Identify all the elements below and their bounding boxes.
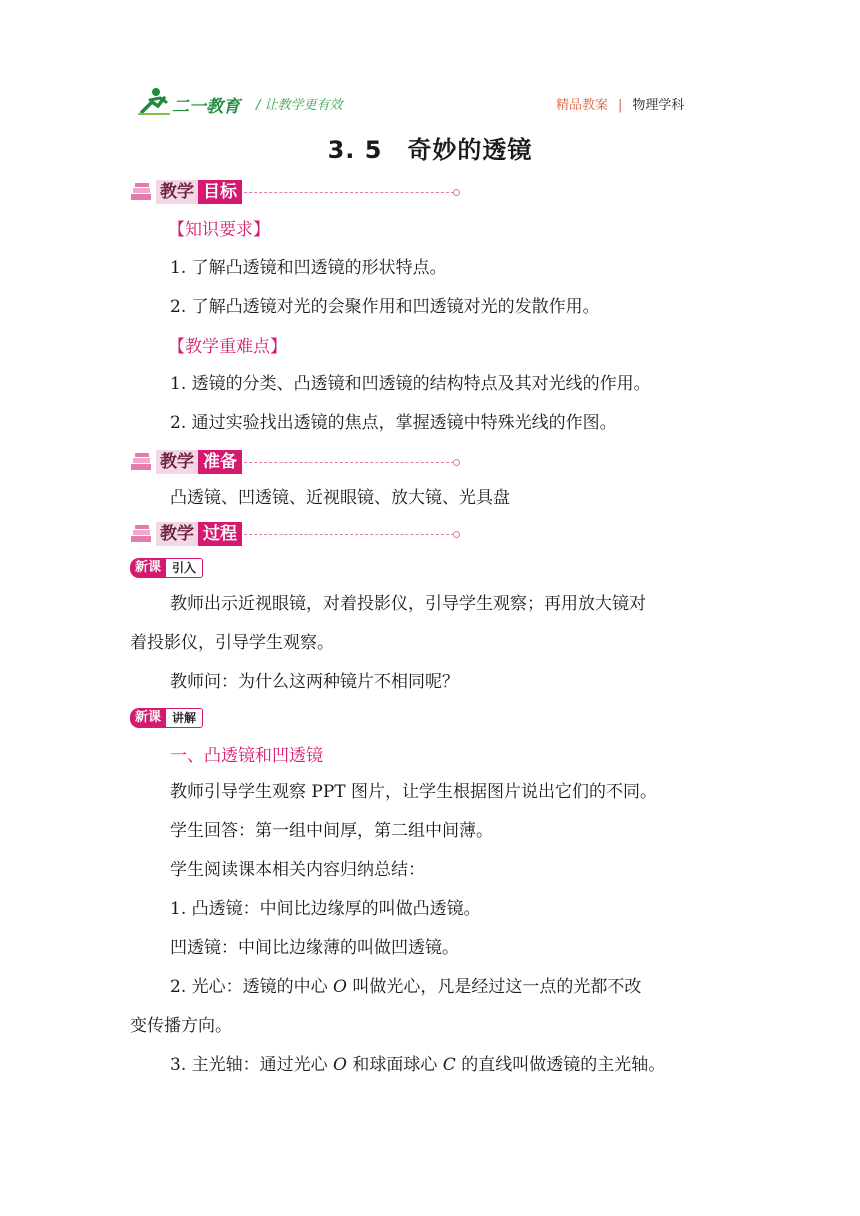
explain-line-7: 变传播方向。 (130, 1016, 232, 1036)
text-run: 叫做光心，凡是经过这一点的光都不改 (346, 977, 642, 997)
key-point-1: 1. 透镜的分类、凸透镜和凹透镜的结构特点及其对光线的作用。 (170, 374, 651, 394)
key-point-2: 2. 通过实验找出透镜的焦点，掌握透镜中特殊光线的作图。 (170, 413, 617, 433)
text-run: 的直线叫做透镜的主光轴。 (455, 1055, 666, 1075)
section-label-part2: 过程 (198, 522, 242, 546)
tag-label-part1: 新课 (130, 558, 166, 578)
key-points-heading: 【教学重难点】 (168, 337, 287, 357)
explain-line-1: 教师引导学生观察 PPT 图片，让学生根据图片说出它们的不同。 (170, 782, 658, 802)
page-title: 3. 5 奇妙的透镜 (327, 136, 533, 164)
header-subject: 物理学科 (632, 98, 685, 113)
knowledge-item-1: 1. 了解凸透镜和凹透镜的形状特点。 (170, 258, 447, 278)
explain-heading: 一、凸透镜和凹透镜 (170, 746, 323, 766)
tag-label-part2: 讲解 (166, 708, 203, 728)
explain-line-4: 1. 凸透镜：中间比边缘厚的叫做凸透镜。 (170, 899, 481, 919)
explain-line-2: 学生回答：第一组中间厚，第二组中间薄。 (170, 821, 493, 841)
explain-line-3: 学生阅读课本相关内容归纳总结： (170, 860, 425, 880)
section-teaching-goal (130, 180, 454, 204)
header-category: 精品教案 (556, 98, 609, 113)
section-label-part2: 准备 (198, 450, 242, 474)
explain-line-8 (170, 1052, 665, 1078)
prep-materials: 凸透镜、凹透镜、近视眼镜、放大镜、光具盘 (170, 488, 510, 508)
section-label-part1: 教学 (156, 522, 198, 546)
section-teaching-prep (130, 450, 454, 474)
variable-O: O (333, 977, 347, 997)
section-label-part1: 教学 (156, 180, 198, 204)
header-separator: | (618, 98, 623, 113)
books-icon (130, 452, 152, 472)
variable-C: C (442, 1055, 456, 1075)
intro-question: 教师问：为什么这两种镜片不相同呢？ (170, 672, 459, 692)
text-run: 2. 光心：透镜的中心 (170, 977, 334, 997)
text-run: 和球面球心 (346, 1055, 443, 1075)
section-divider (244, 462, 454, 463)
section-teaching-process (130, 522, 454, 546)
knowledge-item-2: 2. 了解凸透镜对光的会聚作用和凹透镜对光的发散作用。 (170, 297, 600, 317)
brand-name: 二一教育 (172, 97, 240, 117)
section-divider (244, 534, 454, 535)
tag-new-lesson-intro (130, 557, 203, 579)
section-divider (244, 192, 454, 193)
tag-label-part2: 引入 (166, 558, 203, 578)
books-icon (130, 524, 152, 544)
explain-line-5: 凹透镜：中间比边缘薄的叫做凹透镜。 (170, 938, 459, 958)
explain-line-6 (170, 974, 641, 1000)
books-icon (130, 182, 152, 202)
knowledge-heading: 【知识要求】 (168, 220, 270, 240)
brand-slogan: / 让教学更有效 (256, 98, 343, 113)
tag-new-lesson-explain (130, 707, 203, 729)
tag-label-part1: 新课 (130, 708, 166, 728)
intro-paragraph-line2: 着投影仪，引导学生观察。 (130, 633, 334, 653)
section-label-part2: 目标 (198, 180, 242, 204)
section-label-part1: 教学 (156, 450, 198, 474)
text-run: 3. 主光轴：通过光心 (170, 1055, 334, 1075)
intro-paragraph-line1: 教师出示近视眼镜，对着投影仪，引导学生观察；再用放大镜对 (170, 594, 646, 614)
variable-O: O (333, 1055, 347, 1075)
header-meta (556, 94, 684, 113)
